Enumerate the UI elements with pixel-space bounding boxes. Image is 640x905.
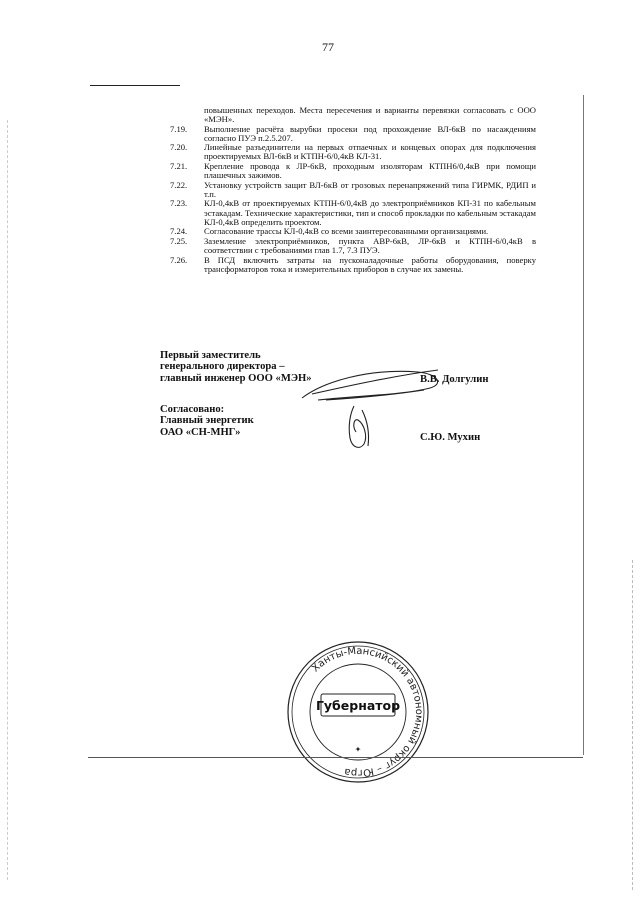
list-item [170, 256, 536, 274]
signatory1-name: В.В. Долгулин [420, 374, 489, 385]
signatory2-title-line3: ОАО «СН-МНГ» [160, 426, 241, 438]
item-number: 7.25. [170, 235, 188, 246]
stamp-center-text: Губернатор [315, 698, 401, 713]
left-edge-line [7, 120, 8, 880]
list-item [170, 162, 536, 180]
top-divider [90, 85, 180, 86]
item-text: Выполнение расчёта вырубки просеки под прохождение ВЛ-6кВ по насаждениям согласно ПУЭ п.2.5.207. [204, 123, 536, 143]
list-item [170, 237, 536, 255]
intro-paragraph: повышенных переходов. Места пересечения и варианты перевязки согласовать с ООО «МЭН». [204, 105, 536, 125]
signatory2-block [160, 404, 254, 438]
list-item [170, 199, 536, 226]
item-text: Заземление электроприёмников, пункта АВР-6кВ, ЛР-6кВ и КТПН-6/0,4кВ в соответствии с требованиями глав 1.7, 7.3 ПУЭ. [204, 235, 536, 255]
item-number: 7.26. [170, 254, 188, 265]
stamp-ring-text: Ханты-Мансийский автономный округ – Югра [310, 645, 425, 779]
right-edge-line [583, 95, 584, 755]
signature2-image [340, 404, 380, 454]
governor-stamp [283, 637, 433, 787]
signatory2-title-line1: Согласовано: [160, 404, 225, 415]
item-text: Крепление провода к ЛР-6кВ, проходным изоляторам КТПН6/0,4кВ при помощи плашечных зажимов. [204, 161, 536, 181]
list-item [170, 143, 536, 161]
list-item [170, 125, 536, 143]
item-text: Согласование трассы КЛ-0,4кВ со всеми заинтересованными организациями. [204, 226, 489, 237]
signatory1-title-line1: Первый заместитель [160, 350, 261, 361]
item-number: 7.20. [170, 142, 188, 153]
item-text: КЛ-0,4кВ от проектируемых КТПН-6/0,4кВ до электроприёмников КП-31 по кабельным эстакадам. Технические характеристики, тип и способ прокладки по кабельным эстакадам КЛ-0,4кВ определить проектом. [204, 198, 536, 227]
item-text: В ПСД включить затраты на пусконаладочные работы оборудования, поверку трансформаторов тока и измерительных приборов в случае их замены. [204, 254, 536, 274]
far-right-edge-line [632, 560, 633, 890]
svg-text:✦: ✦ [354, 745, 362, 754]
signatory2-name: С.Ю. Мухин [420, 432, 481, 443]
signatory2-title-line2: Главный энергетик [160, 415, 254, 427]
list-item [170, 181, 536, 199]
bottom-divider [88, 757, 583, 758]
list-item [170, 227, 536, 236]
requirements-list [170, 106, 536, 274]
item-text: Установку устройств защит ВЛ-6кВ от грозовых перенапряжений типа ГИРМК, РДИП и т.п. [204, 179, 536, 199]
item-number: 7.24. [170, 226, 188, 237]
item-number: 7.22. [170, 179, 188, 190]
signatory1-block [160, 350, 312, 384]
item-text: Линейные разъединители на первых отпаечных и концевых опорах для подключения проектируемых ВЛ-6кВ и КТПН-6/0,4кВ КЛ-31. [204, 142, 536, 162]
item-number: 7.23. [170, 198, 188, 209]
signatory1-title-line2: генерального директора – [160, 361, 285, 373]
item-number: 7.21. [170, 161, 188, 172]
page-number: 77 [322, 40, 334, 54]
item-number: 7.19. [170, 123, 188, 134]
signatory1-title-line3: главный инженер ООО «МЭН» [160, 372, 312, 384]
